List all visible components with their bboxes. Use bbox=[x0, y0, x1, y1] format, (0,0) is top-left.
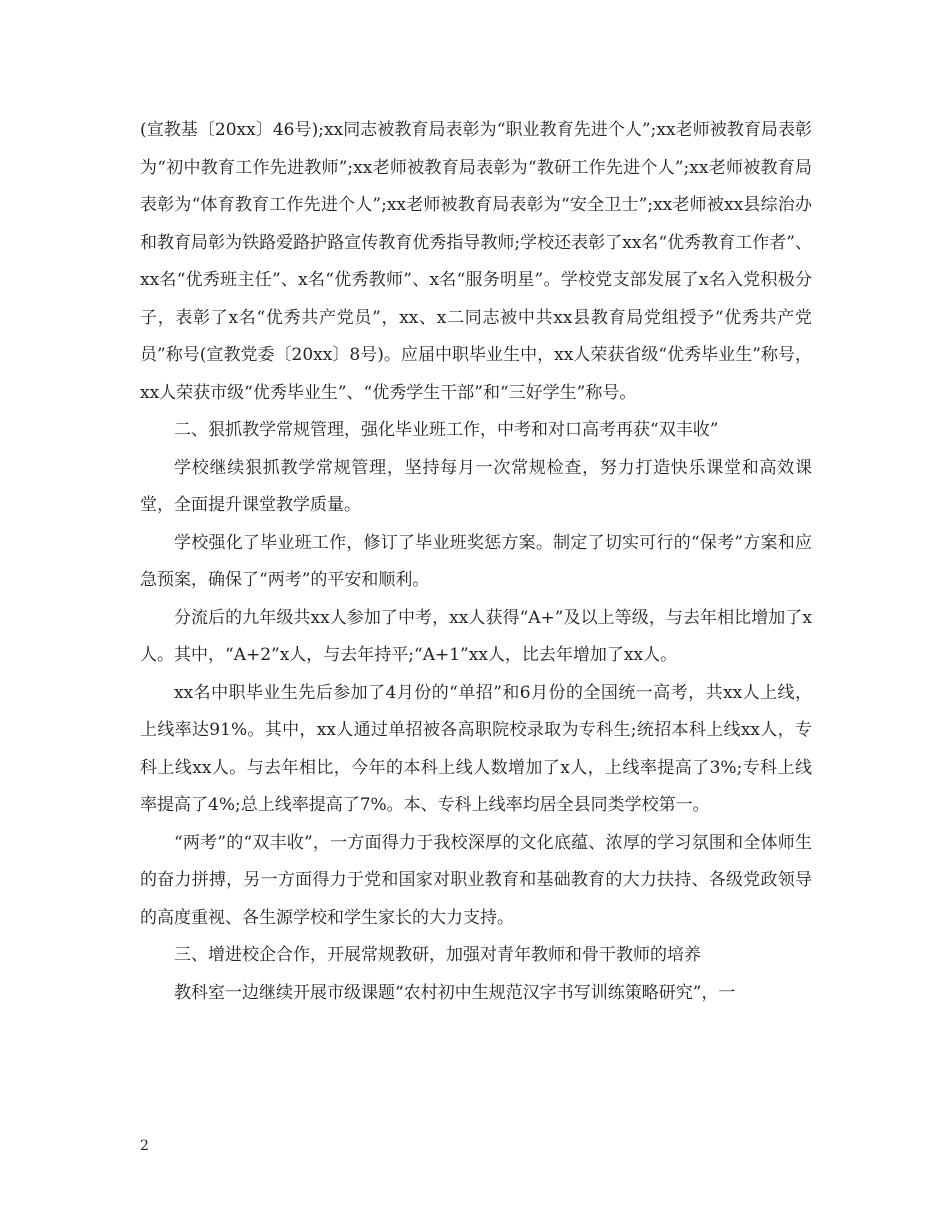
section-heading-two: 二、狠抓教学常规管理，强化毕业班工作，中考和对口高考再获“双丰收” bbox=[174, 420, 719, 440]
section-heading-three: 三、增进校企合作，开展常规教研，加强对青年教师和骨干教师的培养 bbox=[174, 945, 701, 965]
paragraph-double-harvest: “两考”的“双丰收”，一方面得力于我校深厚的文化底蕴、浓厚的学习氛围和全体师生的奋力拼搏，另一方面得力于党和国家对职业教育和基础教育的大力扶持、各级党政领导的高度重视、各生源学校和学生家长的大力支持。 bbox=[140, 832, 812, 928]
body-text bbox=[140, 112, 812, 1012]
paragraph-college-exam: xx名中职毕业生先后参加了4月份的“单招”和6月份的全国统一高考，共xx人上线，上线率达91%。其中，xx人通过单招被各高职院校录取为专科生;统招本科上线xx人，专科上线xx人。与去年相比，今年的本科上线人数增加了x人，上线率提高了3%;专科上线率提高了4%;总上线率提高了7%。本、专科上线率均居全县同类学校第一。 bbox=[140, 682, 812, 815]
paragraph-middle-school-exam: 分流后的九年级共xx人参加了中考，xx人获得“A+”及以上等级，与去年相比增加了x人。其中，“A+2”x人，与去年持平;“A+1”xx人，比去年增加了xx人。 bbox=[140, 607, 812, 665]
paragraph-awards-continued: (宣教基〔20xx〕46号);xx同志被教育局表彰为“职业教育先进个人”;xx老师被教育局表彰为“初中教育工作先进教师”;xx老师被教育局表彰为“教研工作先进个人”;xx老师被教育局表彰为“体育教育工作先进个人”;xx老师被教育局表彰为“安全卫士”;xx老师被xx县综治办和教育局彰为铁路爱路护路宣传教育优秀指导教师;学校还表彰了xx名“优秀教育工作者”、xx名“优秀班主任”、x名“优秀教师”、x名“服务明星”。学校党支部发展了x名入党积极分子，表彰了x名“优秀共产党员”，xx、x二同志被中共xx县教育局党组授予“优秀共产党员”称号(宣教党委〔20xx〕8号)。应届中职毕业生中，xx人荣获省级“优秀毕业生”称号，xx人荣获市级“优秀毕业生”、“优秀学生干部”和“三好学生”称号。 bbox=[140, 120, 812, 403]
paragraph-teaching-routine: 学校继续狠抓教学常规管理，坚持每月一次常规检查，努力打造快乐课堂和高效课堂，全面提升课堂教学质量。 bbox=[140, 457, 812, 515]
paragraph-research-office: 教科室一边继续开展市级课题“农村初中生规范汉字书写训练策略研究”，一 bbox=[174, 982, 736, 1003]
page-number: 2 bbox=[140, 1138, 149, 1154]
paragraph-graduating-class: 学校强化了毕业班工作，修订了毕业班奖惩方案。制定了切实可行的“保考”方案和应急预案，确保了“两考”的平安和顺利。 bbox=[140, 532, 812, 590]
